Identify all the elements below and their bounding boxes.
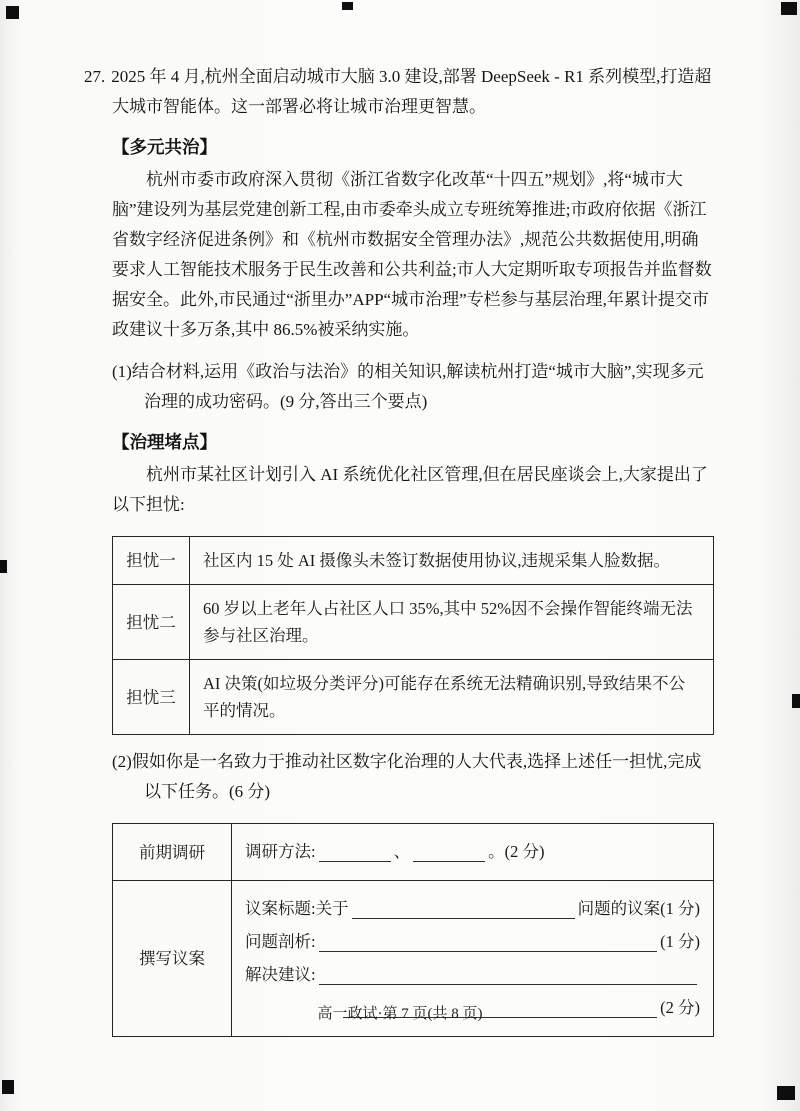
concern-1-text: 社区内 15 处 AI 摄像头未签订数据使用协议,违规采集人脸数据。 — [190, 537, 714, 585]
answer-blank — [319, 844, 391, 862]
solution-line-1 — [245, 960, 700, 990]
concern-1-label: 担忧一 — [113, 537, 190, 585]
section-title-governance-blockpoints: 【治理堵点】 — [112, 432, 217, 452]
concern-table — [112, 536, 714, 735]
scan-mark-left-edge — [0, 560, 7, 573]
task-row2-label: 撰写议案 — [113, 881, 232, 1037]
answer-blank — [319, 967, 697, 985]
proposal-title-prefix: 议案标题:关于 — [245, 899, 349, 918]
proposal-title-line — [245, 894, 700, 924]
question-intro-text: 2025 年 4 月,杭州全面启动城市大脑 3.0 建设,部署 DeepSeek - R1 系列模型,打造超大城市智能体。这一部署必将让城市治理更智慧。 — [111, 67, 712, 116]
problem-analysis-prefix: 问题剖析: — [245, 932, 316, 951]
question-27-intro — [84, 62, 714, 122]
exam-content — [84, 62, 714, 1043]
table-row — [113, 824, 714, 881]
concern-2-text: 60 岁以上老年人占社区人口 35%,其中 52%因不会操作智能终端无法参与社区治理。 — [190, 585, 714, 660]
task-row1-content — [232, 824, 714, 881]
scan-mark-right-edge — [792, 694, 800, 708]
blockpoints-paragraph: 杭州市某社区计划引入 AI 系统优化社区管理,但在居民座谈会上,大家提出了以下担忧: — [112, 465, 708, 514]
scan-mark-top-center — [342, 2, 353, 10]
research-method-separator: 、 — [393, 842, 411, 861]
question-number: 27. — [84, 67, 106, 86]
sub-question-2: (2)假如你是一名致力于推动社区数字化治理的人大代表,选择上述任一担忧,完成以下任务。(6 分) — [112, 752, 702, 801]
concern-2-label: 担忧二 — [113, 585, 190, 660]
research-method-prefix: 调研方法: — [245, 842, 316, 861]
page-footer: 高一政试·第 7 页(共 8 页) — [317, 1006, 483, 1022]
scan-mark-top-left — [6, 6, 19, 19]
proposal-title-suffix: 问题的议案(1 分) — [577, 899, 700, 918]
section-title-multi-governance: 【多元共治】 — [112, 137, 217, 157]
solution-prefix: 解决建议: — [245, 965, 316, 984]
table-row — [113, 660, 714, 735]
problem-analysis-suffix: (1 分) — [660, 932, 700, 951]
table-row — [113, 537, 714, 585]
concern-3-text: AI 决策(如垃圾分类评分)可能存在系统无法精确识别,导致结果不公平的情况。 — [190, 660, 714, 735]
problem-analysis-line — [245, 927, 700, 957]
research-method-line — [245, 837, 700, 867]
scan-mark-bottom-left — [2, 1080, 14, 1094]
answer-blank — [319, 934, 658, 952]
task-row1-label: 前期调研 — [113, 824, 232, 881]
scan-mark-bottom-right — [777, 1086, 795, 1100]
concern-3-label: 担忧三 — [113, 660, 190, 735]
multi-governance-paragraph: 杭州市委市政府深入贯彻《浙江省数字化改革“十四五”规划》,将“城市大脑”建设列为基层党建创新工程,由市委牵头成立专班统筹推进;市政府依据《浙江省数字经济促进条例》和《杭州市数据安全管理办法》,规范公共数据使用,明确要求人工智能技术服务于民生改善和公共利益;市人大定期听取专项报告并监督数据安全。此外,市民通过“浙里办”APP“城市治理”专栏参与基层治理,年累计提交市政建议十多万条,其中 86.5%被采纳实施。 — [112, 170, 712, 339]
answer-blank — [413, 844, 485, 862]
sub-question-1: (1)结合材料,运用《政治与法治》的相关知识,解读杭州打造“城市大脑”,实现多元治理的成功密码。(9 分,答出三个要点) — [112, 362, 704, 411]
answer-blank — [352, 901, 575, 919]
solution-suffix: (2 分) — [660, 998, 700, 1017]
scan-mark-top-right — [781, 2, 797, 15]
research-method-suffix: 。(2 分) — [488, 842, 545, 861]
table-row — [113, 585, 714, 660]
